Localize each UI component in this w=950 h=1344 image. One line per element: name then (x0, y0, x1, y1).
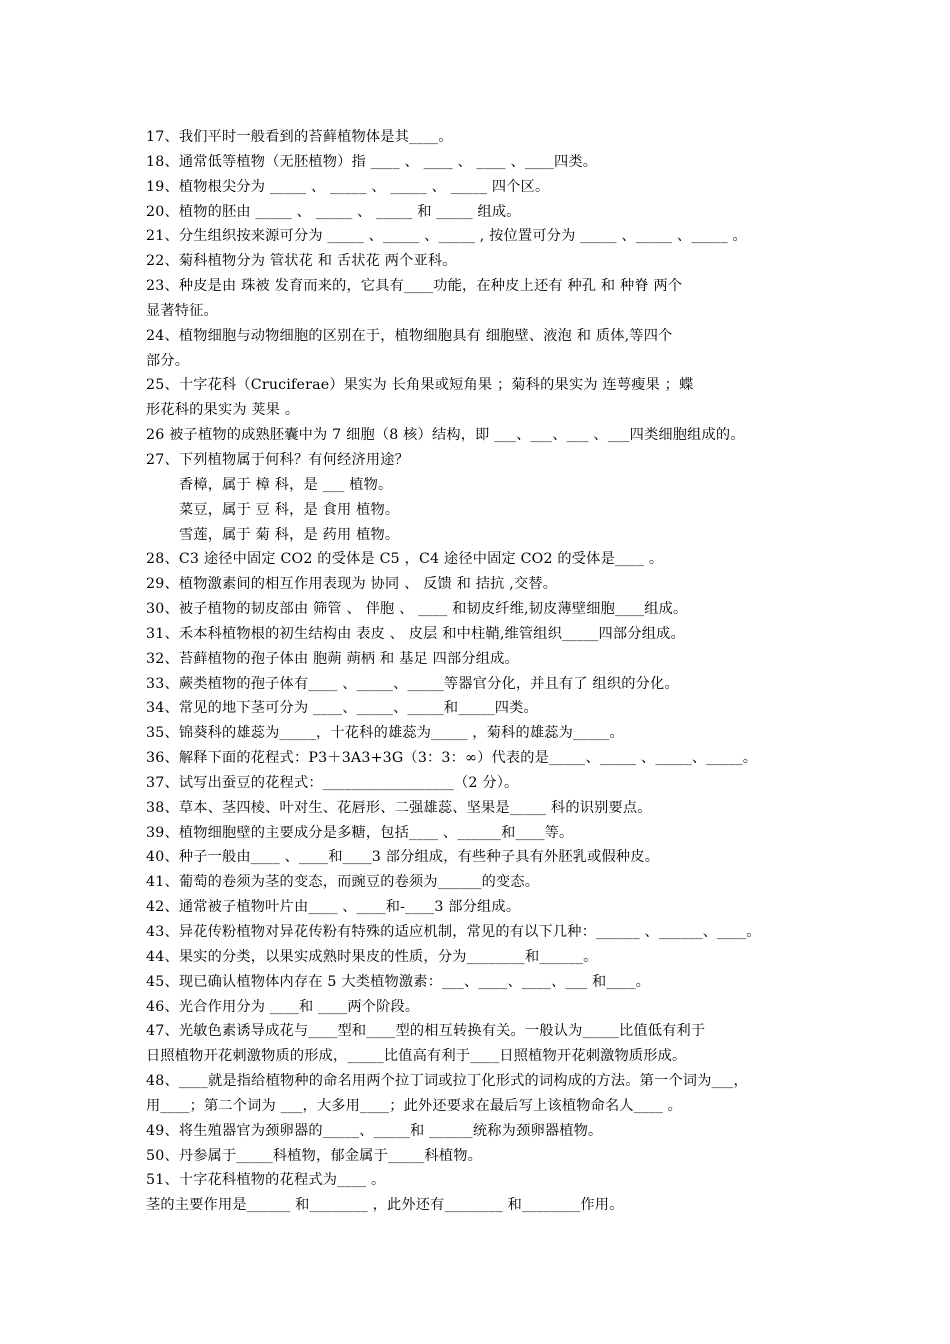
question-23-cont: 显著特征。 (146, 302, 218, 319)
question-28: 28、C3 途径中固定 CO2 的受体是 C5 ，C4 途径中固定 CO2 的受体是____ 。 (146, 551, 664, 568)
question-46: 46、光合作用分为 ____和 ____两个阶段。 (146, 998, 420, 1015)
question-47: 47、光敏色素诱导成花与____型和____型的相互转换有关。一般认为_____比值低有利于 (146, 1023, 706, 1040)
question-39: 39、植物细胞壁的主要成分是多糖，包括____ 、______和____等。 (146, 824, 574, 841)
question-45: 45、现已确认植物体内存在 5 大类植物激素：___、____、____、___ 和____。 (146, 973, 651, 990)
question-27-item-3: 雪莲，属于 菊 科，是 药用 植物。 (179, 526, 400, 543)
question-42: 42、通常被子植物叶片由____ 、____和-____3 部分组成。 (146, 899, 521, 916)
question-stem-function: 茎的主要作用是______ 和________ ，此外还有________ 和________作用。 (146, 1197, 624, 1214)
question-49: 49、将生殖器官为颈卵器的_____、_____和 ______统称为颈卵器植物。 (146, 1122, 603, 1139)
question-37: 37、试写出蚕豆的花程式：__________________（2 分）。 (146, 774, 519, 791)
question-48: 48、____就是指给植物种的命名用两个拉丁词或拉丁化形式的词构成的方法。第一个词为___， (146, 1073, 748, 1090)
question-41: 41、葡萄的卷须为茎的变态，而豌豆的卷须为______的变态。 (146, 874, 540, 891)
question-31: 31、禾本科植物根的初生结构由 表皮 、 皮层 和中柱鞘,维管组织_____四部分组成。 (146, 625, 685, 642)
question-25: 25、十字花科（Cruciferae）果实为 长角果或短角果 ；菊科的果实为 连萼瘦果 ；蝶 (146, 377, 694, 394)
question-27-item-2: 菜豆，属于 豆 科，是 食用 植物。 (179, 501, 400, 518)
question-21: 21、分生组织按来源可分为 _____ 、_____ 、_____ , 按位置可分为 _____ 、_____ 、_____ 。 (146, 228, 747, 245)
question-43: 43、异花传粉植物对异花传粉有特殊的适应机制，常见的有以下几种：______ 、______、____。 (146, 924, 761, 940)
question-17: 17、我们平时一般看到的苔藓植物体是其____。 (146, 129, 453, 145)
question-38: 38、草本、茎四棱、叶对生、花唇形、二强雄蕊、坚果是_____ 科的识别要点。 (146, 799, 652, 816)
question-51: 51、十字花科植物的花程式为____ 。 (146, 1172, 386, 1189)
question-33: 33、蕨类植物的孢子体有____ 、_____、_____等器官分化，并且有了 组织的分化。 (146, 675, 679, 692)
question-24: 24、植物细胞与动物细胞的区别在于，植物细胞具有 细胞壁、液泡 和 质体,等四个 (146, 327, 673, 344)
question-44: 44、果实的分类，以果实成熟时果皮的性质，分为________和______。 (146, 948, 598, 965)
question-36: 36、解释下面的花程式：P3＋3A3+3G（3：3：∞）代表的是_____、_____ 、_____、_____。 (146, 750, 758, 767)
question-18: 18、通常低等植物（无胚植物）指 ____ 、 ____ 、 ____ 、____四类。 (146, 153, 598, 170)
question-35: 35、锦葵科的雄蕊为_____，十花科的雄蕊为_____ ，菊科的雄蕊为_____。 (146, 725, 624, 742)
question-30: 30、被子植物的韧皮部由 筛管 、 伴胞 、 ____ 和韧皮纤维,韧皮薄壁细胞____组成。 (146, 601, 688, 618)
question-19: 19、植物根尖分为 _____ 、 _____ 、 _____ 、 _____ 四个区。 (146, 178, 550, 195)
question-32: 32、苔藓植物的孢子体由 胞蒴 蒴柄 和 基足 四部分组成。 (146, 650, 519, 667)
question-23: 23、种皮是由 珠被 发育而来的，它具有____功能，在种皮上还有 种孔 和 种脊 两个 (146, 278, 683, 295)
question-24-cont: 部分。 (146, 352, 190, 369)
question-34: 34、常见的地下茎可分为 ____、_____、_____和_____四类。 (146, 700, 538, 717)
question-27: 27、下列植物属于何科？有何经济用途？ (146, 451, 410, 468)
question-47-cont: 日照植物开花刺激物质的形成，_____比值高有利于____日照植物开花刺激物质形成。 (146, 1048, 687, 1065)
question-26: 26 被子植物的成熟胚囊中为 7 细胞（8 核）结构，即 ___、___、___ 、___四类细胞组成的。 (146, 427, 745, 444)
question-27-item-1: 香樟，属于 樟 科，是 ___ 植物。 (179, 476, 393, 493)
question-29: 29、植物激素间的相互作用表现为 协同 、 反馈 和 拮抗 ,交替。 (146, 576, 558, 593)
question-20: 20、植物的胚由 _____ 、 _____ 、 _____ 和 _____ 组成。 (146, 203, 521, 220)
question-50: 50、丹参属于_____科植物，郁金属于_____科植物。 (146, 1147, 482, 1164)
question-25-cont: 形花科的果实为 荚果 。 (146, 402, 300, 419)
question-48-cont: 用____；第二个词为 ___，大多用____；此外还要求在最后写上该植物命名人____ 。 (146, 1097, 683, 1114)
question-22: 22、菊科植物分为 管状花 和 舌状花 两个亚科。 (146, 253, 457, 270)
question-40: 40、种子一般由____ 、____和____3 部分组成，有些种子具有外胚乳或假种皮。 (146, 849, 660, 866)
